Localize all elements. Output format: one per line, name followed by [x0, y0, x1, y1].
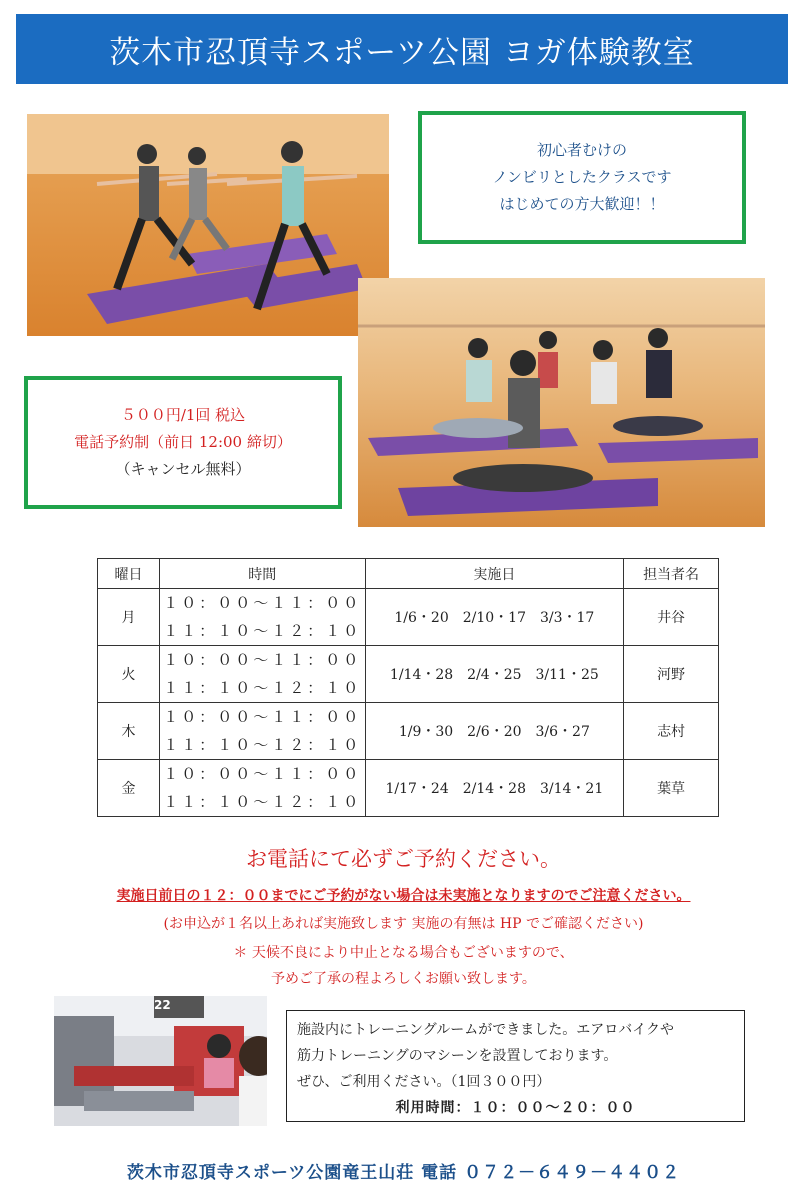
staff-cell: 葉草: [624, 760, 719, 817]
training-info-box: [286, 1010, 745, 1122]
day-cell: 月: [98, 589, 160, 646]
day-cell: 木: [98, 703, 160, 760]
time-slot-1: １０：００～１１：００: [163, 765, 362, 783]
intro-line-1: 初心者むけの: [536, 141, 627, 159]
machine-number-label: 22: [154, 998, 171, 1012]
footer-contact: 茨木市忍頂寺スポーツ公園竜王山荘 電話 ０７２－６４９－４４０２: [126, 1163, 681, 1183]
dates-cell: 1/9・30 2/6・20 3/6・27: [365, 703, 624, 760]
training-room-photo: [54, 996, 267, 1126]
reservation-text: 電話予約制（前日 12:00 締切）: [74, 433, 292, 451]
header-time: 時間: [159, 559, 365, 589]
time-cell: [159, 646, 365, 703]
dates-cell: 1/17・24 2/14・28 3/14・21: [365, 760, 624, 817]
time-slot-2: １１：１０～１２：１０: [163, 679, 362, 697]
table-row: [98, 760, 719, 817]
table-row: [98, 703, 719, 760]
time-cell: [159, 589, 365, 646]
day-cell: 金: [98, 760, 160, 817]
time-slot-2: １１：１０～１２：１０: [163, 793, 362, 811]
dates-cell: 1/14・28 2/4・25 3/11・25: [365, 646, 624, 703]
staff-cell: 河野: [624, 646, 719, 703]
staff-cell: 井谷: [624, 589, 719, 646]
weather-notice-2: 予めご了承の程よろしくお願い致します。: [271, 971, 536, 987]
page-title: 茨木市忍頂寺スポーツ公園 ヨガ体験教室: [109, 34, 695, 71]
time-slot-1: １０：００～１１：００: [163, 651, 362, 669]
header-day: 曜日: [98, 559, 160, 589]
header-staff: 担当者名: [624, 559, 719, 589]
title-banner: [16, 14, 788, 84]
table-row: [98, 646, 719, 703]
weather-notice-1: ＊ 天候不良により中止となる場合もございますので、: [233, 945, 574, 961]
time-slot-1: １０：００～１１：００: [163, 708, 362, 726]
day-cell: 火: [98, 646, 160, 703]
staff-cell: 志村: [624, 703, 719, 760]
dates-cell: 1/6・20 2/10・17 3/3・17: [365, 589, 624, 646]
time-slot-2: １１：１０～１２：１０: [163, 736, 362, 754]
training-line-1: 施設内にトレーニングルームができました。エアロバイクや: [297, 1022, 675, 1038]
time-slot-2: １１：１０～１２：１０: [163, 622, 362, 640]
yoga-seated-photo: [358, 278, 765, 527]
call-notice: お電話にて必ずご予約ください。: [246, 847, 561, 871]
training-line-2: 筋力トレーニングのマシーンを設置しております。: [297, 1048, 618, 1064]
intro-box: [418, 111, 746, 244]
header-dates: 実施日: [365, 559, 624, 589]
training-line-3: ぜひ、ご利用ください。（1回３００円）: [297, 1074, 551, 1090]
schedule-header-row: [98, 559, 719, 589]
minimum-notice: (お申込が１名以上あれば実施致します 実施の有無は HP でご確認ください): [163, 916, 644, 932]
intro-line-3: はじめての方大歓迎！！: [499, 195, 665, 213]
training-hours: 利用時間：１０：００～２０：００: [395, 1100, 636, 1116]
schedule-table: [97, 558, 719, 817]
yoga-standing-photo: [27, 114, 389, 336]
price-text: ５００円/1回 税込: [120, 406, 246, 424]
table-row: [98, 589, 719, 646]
cancel-text: （キャンセル無料）: [115, 460, 251, 478]
deadline-notice: 実施日前日の１２：００までにご予約がない場合は未実施となりますのでご注意ください。: [116, 888, 691, 904]
time-cell: [159, 703, 365, 760]
intro-line-2: ノンビリとしたクラスです: [492, 168, 672, 186]
time-cell: [159, 760, 365, 817]
time-slot-1: １０：００～１１：００: [163, 594, 362, 612]
price-box: [24, 376, 342, 509]
